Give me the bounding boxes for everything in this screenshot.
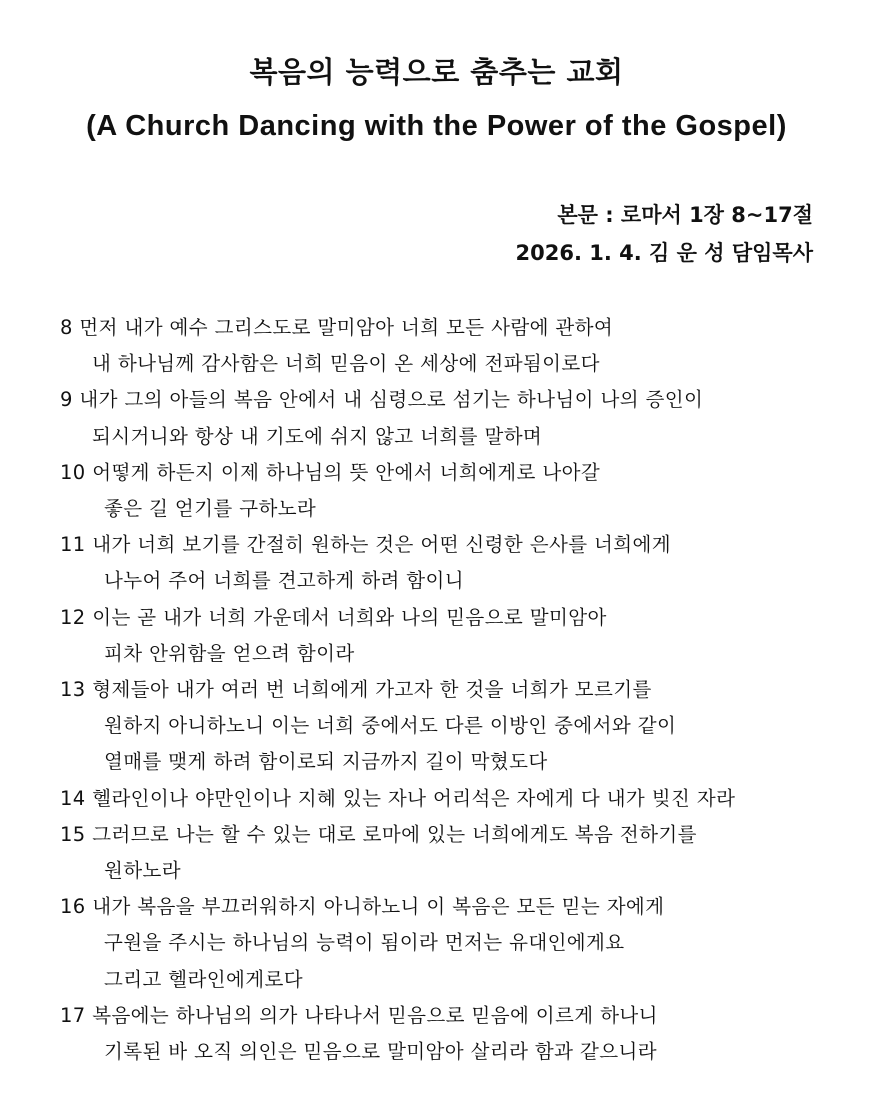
verse-12 bbox=[60, 600, 830, 672]
date-and-pastor: 2026. 1. 4. 김 운 성 담임목사 bbox=[515, 241, 813, 265]
verse-line: 14 헬라인이나 야만인이나 지혜 있는 자나 어리석은 자에게 다 내가 빚진 자라 bbox=[60, 786, 736, 810]
verse-line: 피차 안위함을 얻으려 함이라 bbox=[104, 641, 355, 665]
verse-line: 되시거니와 항상 내 기도에 쉬지 않고 너희를 말하며 bbox=[92, 424, 543, 448]
verse-line: 11 내가 너희 보기를 간절히 원하는 것은 어떤 신령한 은사를 너희에게 bbox=[60, 533, 671, 557]
verse-14 bbox=[60, 781, 830, 817]
verse-line: 10 어떻게 하든지 이제 하나님의 뜻 안에서 너희에게로 나아갈 bbox=[60, 460, 601, 484]
verse-line: 원하노라 bbox=[104, 859, 181, 883]
verse-line: 8 먼저 내가 예수 그리스도로 말미암아 너희 모든 사람에 관하여 bbox=[60, 316, 614, 339]
verse-line: 17 복음에는 하나님의 의가 나타나서 믿음으로 믿음에 이르게 하나니 bbox=[60, 1003, 658, 1027]
verse-10 bbox=[60, 455, 830, 527]
verse-line: 16 내가 복음을 부끄러워하지 아니하노니 이 복음은 모든 믿는 자에게 bbox=[60, 895, 665, 919]
verse-line: 9 내가 그의 아들의 복음 안에서 내 심령으로 섬기는 하나님이 나의 증인이 bbox=[60, 388, 704, 412]
verse-line: 12 이는 곧 내가 너희 가운데서 너희와 나의 믿음으로 말미암아 bbox=[60, 605, 607, 629]
verse-line: 그리고 헬라인에게로다 bbox=[104, 967, 303, 991]
verse-9 bbox=[60, 382, 830, 454]
verse-line: 원하지 아니하노니 이는 너희 중에서도 다른 이방인 중에서와 같이 bbox=[104, 714, 677, 738]
verse-16 bbox=[60, 889, 830, 998]
scripture-text bbox=[60, 310, 830, 1070]
sermon-title bbox=[0, 52, 873, 146]
verse-8 bbox=[60, 310, 830, 382]
verse-line: 열매를 맺게 하려 함이로되 지금까지 길이 막혔도다 bbox=[104, 750, 548, 774]
verse-line: 13 형제들아 내가 여러 번 너희에게 가고자 한 것을 너희가 모르기를 bbox=[60, 678, 652, 702]
verse-line: 15 그러므로 나는 할 수 있는 대로 로마에 있는 너희에게도 복음 전하기를 bbox=[60, 822, 697, 846]
scripture-reference: 본문 : 로마서 1장 8~17절 bbox=[557, 203, 813, 227]
verse-line: 구원을 주시는 하나님의 능력이 됨이라 먼저는 유대인에게요 bbox=[104, 931, 625, 955]
verse-15 bbox=[60, 817, 830, 889]
verse-line: 내 하나님께 감사함은 너희 믿음이 온 세상에 전파됨이로다 bbox=[92, 352, 600, 376]
verse-13 bbox=[60, 672, 830, 781]
title-korean: 복음의 능력으로 춤추는 교회 bbox=[249, 55, 624, 89]
verse-17 bbox=[60, 998, 830, 1070]
verse-line: 나누어 주어 너희를 견고하게 하려 함이니 bbox=[104, 569, 465, 593]
sermon-meta bbox=[516, 196, 813, 272]
verse-11 bbox=[60, 527, 830, 599]
verse-line: 기록된 바 오직 의인은 믿음으로 말미암아 살리라 함과 같으니라 bbox=[104, 1040, 657, 1064]
verse-line: 좋은 길 얻기를 구하노라 bbox=[104, 497, 317, 521]
title-english: (A Church Dancing with the Power of the Gospel) bbox=[86, 110, 787, 142]
